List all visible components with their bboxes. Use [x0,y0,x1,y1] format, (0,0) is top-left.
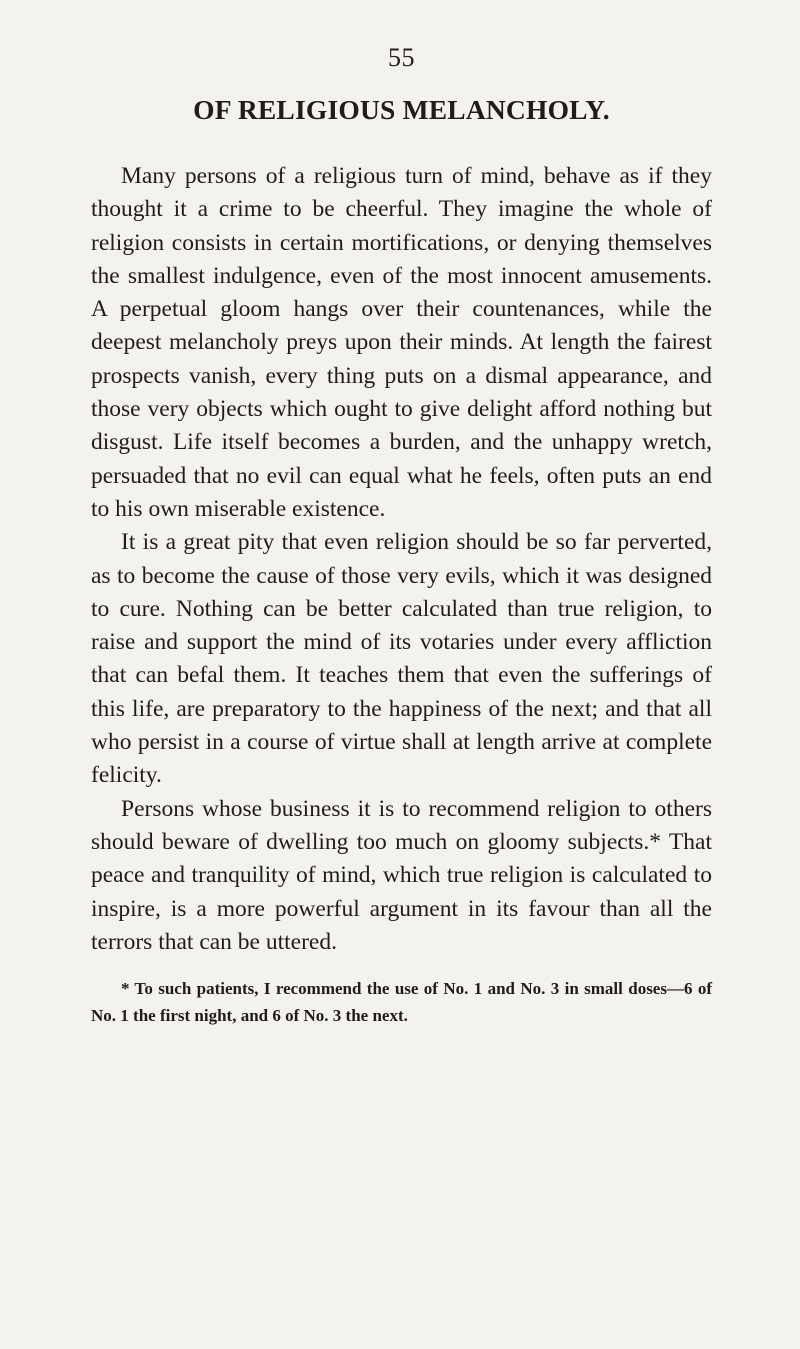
paragraph-3: Persons whose business it is to recommend religion to others should beware of dwelling too much on gloomy subjects.* That peace and tranquility of mind, which true religion is calculated to inspire, is a more powerful argument in its favour than all the terrors that can be uttered. [91,795,712,955]
paragraph-2: It is a great pity that even religion should be so far perverted, as to become the cause of those very evils, which it was designed to cure. Nothing can be better calculated than true religion, to raise and support the mind of its votaries under every affliction that can befal them. It teaches them that even the sufferings of this life, are preparatory to the happiness of the next; and that all who persist in a course of virtue shall at length arrive at complete felicity. [91,529,712,789]
body-text [91,160,712,959]
paragraph-1: Many persons of a religious turn of mind, behave as if they thought it a crime to be cheerful. They imagine the whole of religion consists in certain mortifications, or denying themselves the smallest indulgence, even of the most innocent amusements. A perpetual gloom hangs over their countenances, while the deepest melancholy preys upon their minds. At length the fairest prospects vanish, every thing puts on a dismal appearance, and those very objects which ought to give delight afford nothing but disgust. Life itself becomes a burden, and the unhappy wretch, persuaded that no evil can equal what he feels, often puts an end to his own miserable existence. [91,163,712,522]
chapter-heading: OF RELIGIOUS MELANCHOLY. [193,94,610,125]
footnote: * To such patients, I recommend the use of No. 1 and No. 3 in small doses—6 of No. 1 the first night, and 6 of No. 3 the next. [91,979,712,1026]
page-number: 55 [388,43,415,72]
